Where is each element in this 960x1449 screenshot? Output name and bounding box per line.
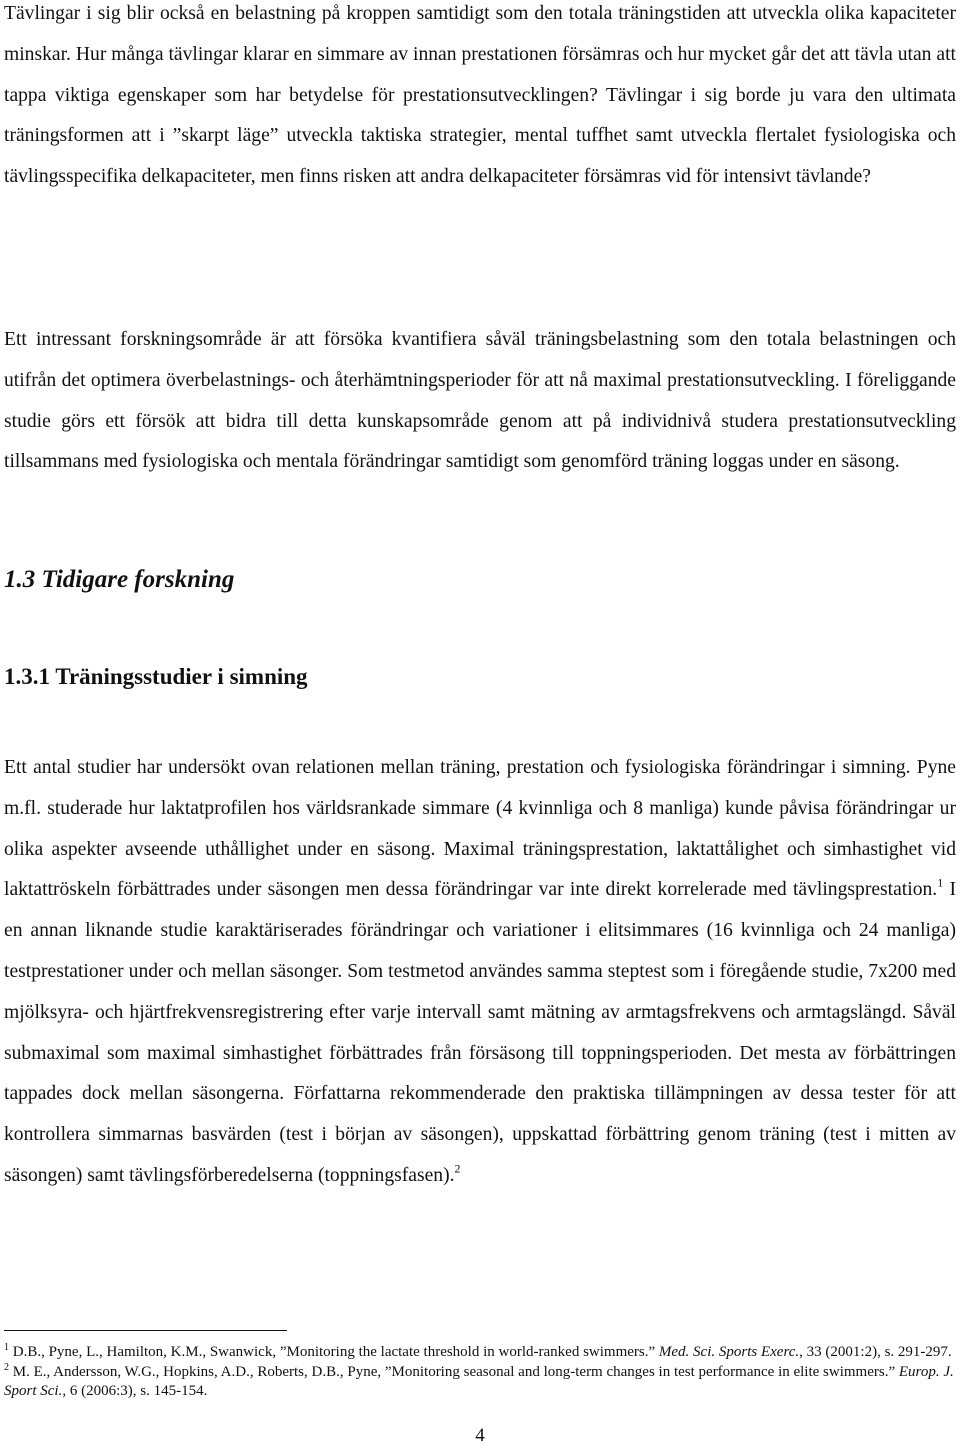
paragraph-3-text-part-1: Ett antal studier har undersökt ovan relationen mellan träning, prestation och fysiologiska förändringar i simning. Pyne m.fl. studerade hur laktatprofilen hos världsrankade simmare (4 kvinnliga och 8 manliga) kunde påvisa förändringar ur olika aspekter avseende uthållighet under en säsong. Maximal träningsprestation, laktattålighet och simhastighet vid laktattröskeln förbättrades under säsongen men dessa förändringar var inte direkt korrelerade med tävlingsprestation. xyxy=(4,757,956,901)
body-paragraph-2: Ett intressant forskningsområde är att försöka kvantifiera såväl träningsbelastning som den totala belastningen och utifrån det optimera överbelastnings- och återhämtningsperioder för att nå maximal prestationsutveckling. I föreliggande studie görs ett försök att bidra till detta kunskapsområde genom att på individnivå studera prestationsutveckling tillsammans med fysiologiska och mentala förändringar samtidigt som genomförd träning loggas under en säsong. xyxy=(4,329,956,473)
footnote-2 xyxy=(4,1363,956,1402)
page-number: 4 xyxy=(475,1425,485,1446)
body-paragraph-3 xyxy=(4,748,956,1197)
footnote-authors: M. E., Andersson, W.G., Hopkins, A.D., Roberts, D.B., Pyne, xyxy=(9,1363,385,1380)
footnote-journal: Med. Sci. Sports Exerc. xyxy=(658,1344,800,1360)
footnote-number: 2 xyxy=(4,1361,9,1373)
footnote-authors: D.B., Pyne, L., Hamilton, K.M., Swanwick, xyxy=(9,1344,280,1360)
subsection-heading: 1.3.1 Träningsstudier i simning xyxy=(4,664,308,689)
footnote-title: ”Monitoring seasonal and long-term changes in test performance in elite swimmers.” xyxy=(384,1363,896,1380)
footnote-reference-1[interactable]: 1 xyxy=(937,876,944,890)
footnotes xyxy=(4,1343,956,1402)
footnote-reference-2[interactable]: 2 xyxy=(454,1161,461,1176)
footnote-citation: , 6 (2006:3), s. 145-154. xyxy=(62,1383,208,1399)
footnote-title: ”Monitoring the lactate threshold in world-ranked swimmers.” xyxy=(279,1344,656,1360)
body-paragraph-1: Tävlingar i sig blir också en belastning på kroppen samtidigt som den totala träningstiden att utveckla olika kapaciteter minskar. Hur många tävlingar klarar en simmare av innan prestationen försämras och hur mycket går det att tävla utan att tappa viktiga egenskaper som har betydelse för prestationsutvecklingen? Tävlingar i sig borde ju vara den ultimata träningsformen att i ”skarpt läge” utveckla taktiska strategier, mental tuffhet samt utveckla flertalet fysiologiska och tävlingsspecifika delkapaciteter, men finns risken att andra delkapaciteter försämras vid för intensivt tävlande? xyxy=(4,3,956,188)
footnote-separator xyxy=(4,1330,287,1331)
footnote-journal: Europ. J. Sport Sci. xyxy=(4,1363,954,1399)
paragraph-3-text-part-2: I en annan liknande studie karaktäriserades förändringar och variationer i elitsimmares (16 kvinnliga och 24 manliga) testprestationer under och mellan säsonger. Som testmetod användes samma steptest som i föregående studie, 7x200 med mjölksyra- och hjärtfrekvensregistrering efter varje intervall samt mätning av armtagsfrekvens och armtagslängd. Såväl submaximal som maximal simhastighet förbättrades från försäsong till toppningsperioden. Det mesta av förbättringen tappades dock mellan säsongerna. Författarna rekommenderade den praktiska tillämpningen av dessa tester för att kontrollera simmarnas basvärden (test i början av säsongen), uppskattad förbättring genom träning (test i mitten av säsongen) samt tävlingsförberedelserna (toppningsfasen). xyxy=(4,879,956,1186)
footnote-1 xyxy=(4,1343,956,1363)
section-heading: 1.3 Tidigare forskning xyxy=(4,566,235,593)
footnote-citation: , 33 (2001:2), s. 291-297. xyxy=(799,1344,952,1360)
footnote-number: 1 xyxy=(4,1342,9,1353)
